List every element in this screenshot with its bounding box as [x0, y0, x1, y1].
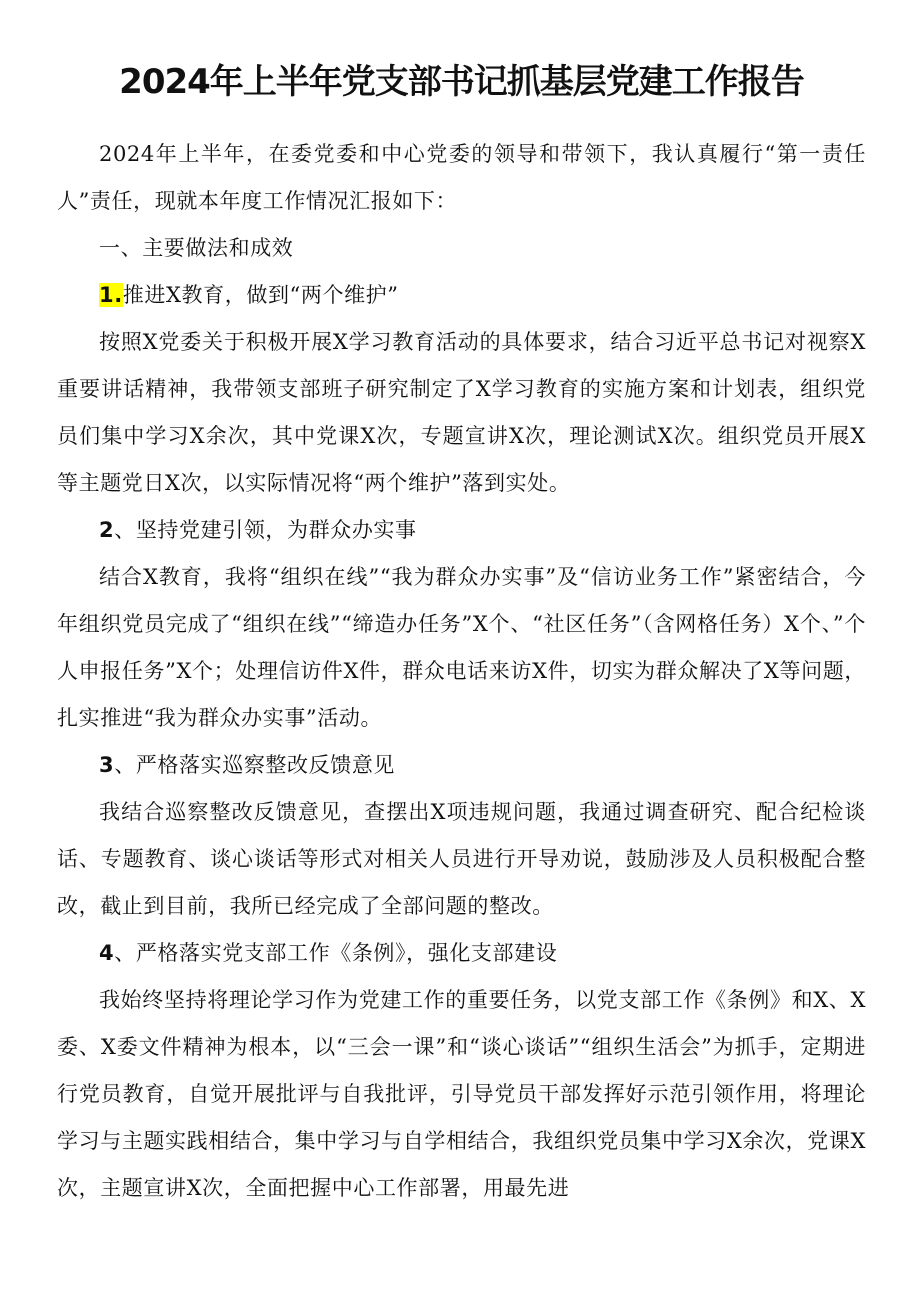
item-number-1: 1. — [99, 283, 123, 307]
item-heading-text-2: 、坚持党建引领，为群众办实事 — [114, 518, 417, 542]
item-number-4: 4 — [99, 941, 115, 965]
intro-paragraph: 2024年上半年，在委党委和中心党委的领导和带领下，我认真履行“第一责任人”责任，现就本年度工作情况汇报如下： — [57, 142, 866, 213]
item-heading-1 — [57, 272, 866, 319]
item-body-1: 按照X党委关于积极开展X学习教育活动的具体要求，结合习近平总书记对视察X重要讲话精神，我带领支部班子研究制定了X学习教育的实施方案和计划表，组织党员们集中学习X余次，其中党课X次，专题宣讲X次，理论测试X次。组织党员开展X等主题党日X次，以实际情况将“两个维护”落到实处。 — [57, 330, 866, 495]
item-heading-text-3: 、严格落实巡察整改反馈意见 — [114, 753, 396, 777]
item-body-3: 我结合巡察整改反馈意见，查摆出X项违规问题，我通过调查研究、配合纪检谈话、专题教育、谈心谈话等形式对相关人员进行开导劝说，鼓励涉及人员积极配合整改，截止到目前，我所已经完成了全部问题的整改。 — [57, 800, 866, 918]
item-heading-4 — [57, 930, 866, 977]
item-heading-2 — [57, 507, 866, 554]
item-number-2: 2 — [99, 518, 115, 542]
item-heading-3 — [57, 742, 866, 789]
document-title: 2024年上半年党支部书记抓基层党建工作报告 — [119, 62, 804, 102]
item-body-4: 我始终坚持将理论学习作为党建工作的重要任务，以党支部工作《条例》和X、X委、X委文件精神为根本，以“三会一课”和“谈心谈话”“组织生活会”为抓手，定期进行党员教育，自觉开展批评与自我批评，引导党员干部发挥好示范引领作用，将理论学习与主题实践相结合，集中学习与自学相结合，我组织党员集中学习X余次，党课X次，主题宣讲X次，全面把握中心工作部署，用最先进 — [57, 988, 866, 1200]
item-body-2: 结合X教育，我将“组织在线”“我为群众办实事”及“信访业务工作”紧密结合，今年组织党员完成了“组织在线”“缔造办任务”X个、“社区任务”（含网格任务）X个、”个人申报任务”X个；处理信访件X件，群众电话来访X件，切实为群众解决了X等问题，扎实推进“我为群众办实事”活动。 — [57, 565, 866, 730]
item-heading-text-1: 推进X教育，做到“两个维护” — [122, 283, 399, 307]
section-heading-1: 一、主要做法和成效 — [99, 236, 294, 260]
item-heading-text-4: 、严格落实党支部工作《条例》，强化支部建设 — [114, 941, 558, 965]
item-number-3: 3 — [99, 753, 115, 777]
